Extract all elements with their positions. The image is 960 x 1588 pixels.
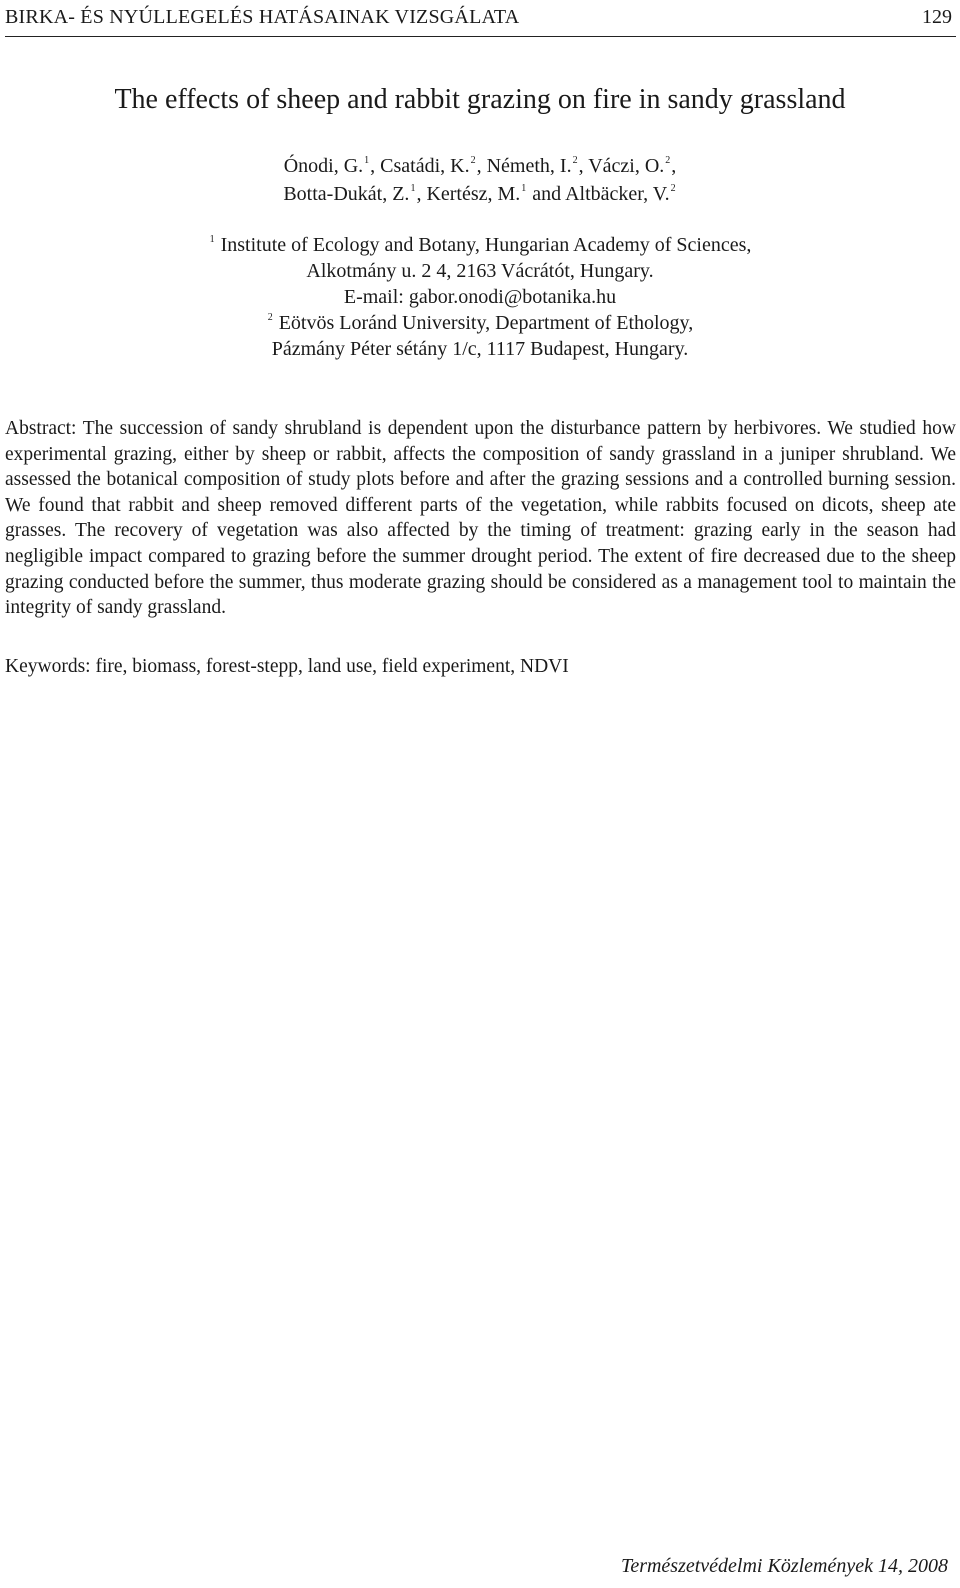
author-name: Csatádi, K. (380, 155, 470, 177)
author-affiliation-mark: 1 (410, 183, 416, 194)
author-name: Botta-Dukát, Z. (283, 183, 410, 205)
author-affiliation-mark: 2 (470, 155, 476, 166)
author-line-1: Ónodi, G.$^1$, Csatádi, K.$^2$, Németh, I.$^2$, Váczi, O.$^2$, (283, 155, 677, 177)
affiliation-text: Institute of Ecology and Botany, Hungarian Academy of Sciences, (220, 234, 752, 256)
author-conjunction: and (532, 183, 562, 205)
affiliation-number: 2 (267, 312, 273, 323)
author-affiliation-mark: 1 (364, 155, 370, 166)
affiliation-text: Eötvös Loránd University, Department of Ethology, (278, 312, 694, 334)
page-number: 129 (922, 6, 952, 28)
author-line-2: Botta-Dukát, Z.$^1$, Kertész, M.$^1$ and Altbäcker, V.$^2$ (283, 183, 676, 205)
running-header (5, 4, 956, 37)
running-title: BIRKA- ÉS NYÚLLEGELÉS HATÁSAINAK VIZSGÁLATA (5, 6, 520, 28)
abstract: Abstract: The succession of sandy shrubland is dependent upon the disturbance pattern by herbivores. We studied how experimental grazing, either by sheep or rabbit, affects the composition of sandy grassland in a juniper shrubland. We assessed the botanical composition of study plots before and after the grazing sessions and a controlled burning session. We found that rabbit and sheep removed different parts of the vegetation, while rabbits focused on dicots, sheep ate grasses. The recovery of vegetation was also affected by the timing of treatment: grazing early in the season had negligible impact compared to grazing before the summer drought period. The extent of fire decreased due to the sheep grazing conducted before the summer, thus moderate grazing should be considered as a management tool to maintain the integrity of sandy grassland. (5, 418, 956, 619)
affiliation-1-line-2: Alkotmány u. 2 4, 2163 Vácrátót, Hungary. (306, 260, 654, 282)
author-affiliation-mark: 2 (670, 183, 676, 194)
author-affiliation-mark: 1 (521, 183, 527, 194)
keywords: Keywords: fire, biomass, forest-stepp, land use, field experiment, NDVI (5, 656, 569, 677)
author-list (0, 152, 960, 208)
author-name: Ónodi, G. (283, 155, 364, 177)
affiliation-2-line-2: Pázmány Péter sétány 1/c, 1117 Budapest, Hungary. (271, 338, 689, 360)
journal-footer: Természetvédelmi Közlemények 14, 2008 (621, 1555, 948, 1577)
affiliation-email: E-mail: gabor.onodi@botanika.hu (343, 286, 617, 308)
affiliation-1-line-1 (0, 232, 960, 258)
author-name: Kertész, M. (426, 183, 521, 205)
author-affiliation-mark: 2 (665, 155, 671, 166)
author-name: Németh, I. (486, 155, 572, 177)
author-name: Altbäcker, V. (565, 183, 670, 205)
paper-title: The effects of sheep and rabbit grazing on fire in sandy grassland (114, 84, 846, 115)
affiliations (0, 232, 960, 362)
affiliation-2-line-1 (0, 310, 960, 336)
author-name: Váczi, O. (588, 155, 665, 177)
affiliation-number: 1 (209, 234, 215, 245)
author-affiliation-mark: 2 (572, 155, 578, 166)
